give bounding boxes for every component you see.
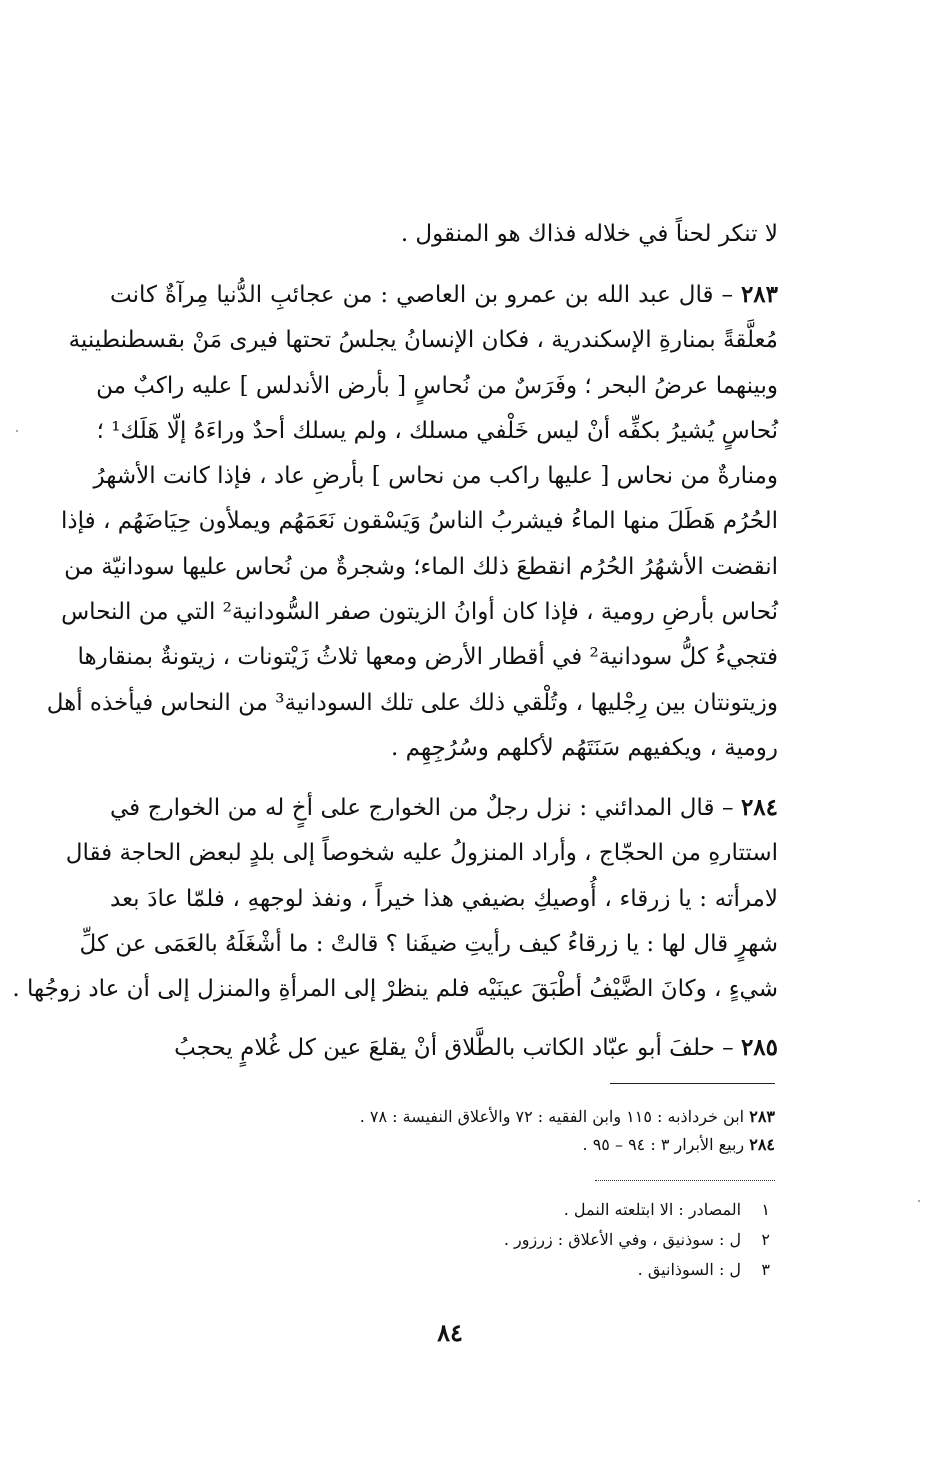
text-line: [61, 590, 778, 635]
text-line: [96, 364, 778, 409]
text-line: [79, 922, 778, 967]
line-text: مُعلَّقةً بمنارةِ الإسكندرية ، فكان الإنسانُ يجلسُ تحتها فيرى مَنْ بقسطنطينية: [68, 327, 778, 354]
text-line: [61, 499, 778, 544]
line-text: وبينهما عرضُ البحر ؛ وفَرَسٌ من نُحاسٍ [ بأرض الأندلس ] عليه راكبٌ من: [96, 372, 778, 399]
text-line: [96, 409, 778, 454]
entry-number: ٢٨٥: [740, 1034, 778, 1061]
text-line: [65, 831, 778, 876]
line-text: فتجيءُ كلُّ سودانية² في أقطار الأرض ومعها ثلاثُ زَيْتونات ، زيتونةٌ بمنقارها: [77, 644, 778, 671]
section-284: [12, 785, 779, 1012]
line-text: شيءٍ ، وكانَ الضَّيْفُ أطْبَقَ عينَيْه فلم ينظرْ إلى المرأةِ والمنزل إلى أن عاد زوجُها .: [12, 976, 778, 1003]
entry-dash: –: [721, 282, 733, 308]
text-line: [110, 272, 778, 318]
note-number: ١: [761, 1200, 770, 1219]
source-text: ابن خرداذبه : ١١٥ وابن الفقيه : ٧٢ والأعلاق النفيسة : ٧٨ .: [359, 1107, 745, 1126]
source-text: ربيع الأبرار ٣ : ٩٤ – ٩٥ .: [582, 1135, 745, 1154]
note-number: ٣: [761, 1260, 770, 1279]
text-line: [64, 545, 778, 590]
line-text: وزيتونتان بين رِجْليها ، وتُلْقي ذلك على تلك السودانية³ من النحاس فيأخذه أهل: [46, 689, 778, 716]
line-text: نُحاس بأرضِ رومية ، فإذا كان أوانُ الزيتون صفر السُّودانية² التي من النحاس: [61, 599, 778, 626]
text-line: [110, 1025, 778, 1071]
entry-number: ٢٨٤: [740, 794, 779, 821]
line-text: الحُرُم هَطَلَ منها الماءُ فيشربُ الناسُ وَيَسْقون نَعَمَهُم ويملأون حِيَاضَهُم ، فإذا: [61, 508, 778, 535]
text-line: [110, 726, 778, 771]
line-text: قال عبد الله بن عمرو بن العاصي : من عجائبِ الدُّنيا مِرآةٌ كانت: [110, 282, 714, 308]
text-line: [77, 635, 778, 680]
text-line: [110, 877, 778, 922]
source-283: [360, 1103, 775, 1131]
entry-dash: –: [722, 1035, 734, 1061]
page-number: ٨٤: [437, 1318, 463, 1347]
text-line: [110, 785, 778, 831]
note-2: [504, 1226, 770, 1254]
scan-speck: [918, 1200, 920, 1202]
line-text: قال المدائني : نزل رجلٌ من الخوارج على أخٍ له من الخوارج في: [110, 795, 715, 821]
text-line: [46, 681, 778, 726]
notes-divider: [595, 1180, 775, 1181]
line-text: رومية ، ويكفيهم سَنَتَهُم لأكلهم وسُرُجِهِم .: [391, 734, 778, 761]
note-text: ل : السوذانيق .: [637, 1260, 742, 1279]
source-number: ٢٨٤: [749, 1135, 775, 1154]
line-text: ومنارةٌ من نحاس [ عليها راكب من نحاس ] بأرضِ عاد ، فإذا كانت الأشهرُ: [93, 463, 778, 490]
note-text: ل : سوذنيق ، وفي الأعلاق : زرزور .: [503, 1230, 742, 1249]
note-3: [638, 1256, 770, 1284]
footnote-divider: [610, 1083, 775, 1084]
line-text: نُحاسٍ يُشيرُ بكفِّه أنْ ليس خَلْفي مسلك ، ولم يسلك أحدٌ وراءَهُ إلّا هَلَك¹ ؛: [96, 417, 778, 444]
section-285: [110, 1025, 778, 1071]
entry-dash: –: [721, 795, 734, 821]
text-line: [12, 967, 778, 1012]
verse-line: لا تنكر لحناً في خلاله فذاك هو المنقول .: [400, 221, 778, 247]
line-text: حلفَ أبو عبّاد الكاتب بالطَّلاق أنْ يقلعَ عين كل غُلامٍ يحجبُ: [174, 1035, 715, 1061]
scan-speck: [16, 430, 18, 432]
note-text: المصادر : الا ابتلعته النمل .: [563, 1200, 742, 1219]
entry-number: ٢٨٣: [740, 281, 779, 308]
line-text: انقضت الأشهُرُ الحُرُم انقطعَ ذلك الماء؛ وشجرةٌ من نُحاس عليها سودانيّة من: [64, 553, 778, 580]
line-text: لامرأته : يا زرقاء ، أُوصيكِ بضيفي هذا خيراً ، ونفذ لوجههِ ، فلمّا عادَ بعد: [110, 885, 778, 912]
line-text: شهرٍ قال لها : يا زرقاءُ كيف رأيتِ ضيفَنا ؟ قالتْ : ما أشْغَلَهُ بالعَمَى عن كلِّ: [79, 930, 778, 957]
source-284: [583, 1131, 775, 1159]
text-line: [93, 454, 778, 499]
line-text: استتارهِ من الحجّاج ، وأراد المنزولُ عليه شخوصاً إلى بلدٍ لبعض الحاجة فقال: [65, 840, 778, 867]
text-line: [68, 318, 778, 363]
section-283: [46, 272, 779, 771]
note-number: ٢: [761, 1230, 770, 1249]
note-1: [564, 1196, 770, 1224]
source-number: ٢٨٣: [749, 1107, 775, 1126]
